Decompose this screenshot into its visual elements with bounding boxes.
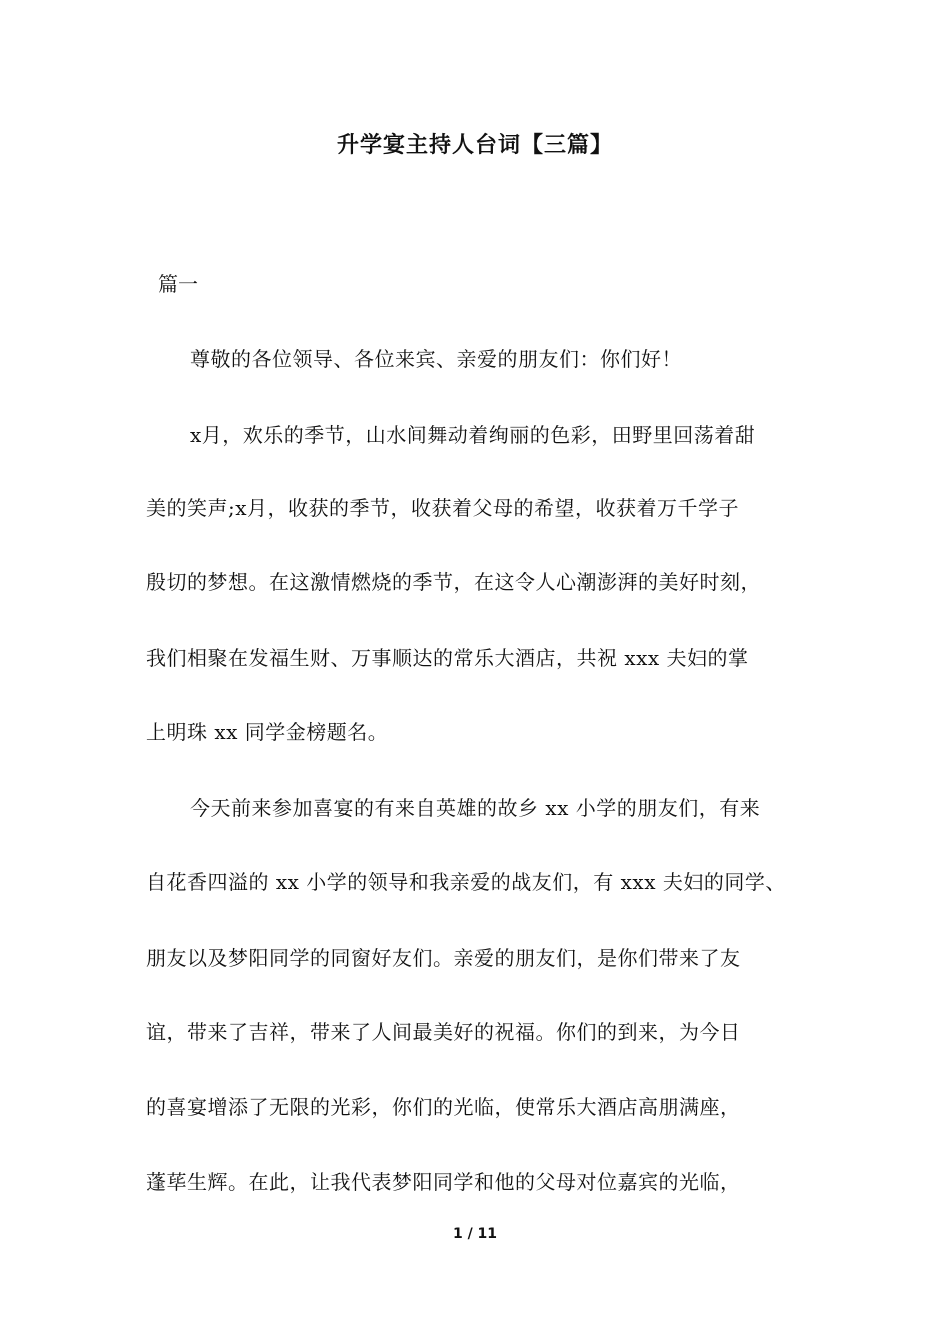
paragraph-line: 上明珠 xx 同学金榜题名。 [146, 720, 389, 744]
paragraph-line: 的喜宴增添了无限的光彩，你们的光临，使常乐大酒店高朋满座， [146, 1095, 741, 1119]
paragraph-line: 谊，带来了吉祥，带来了人间最美好的祝福。你们的到来，为今日 [146, 1020, 741, 1044]
paragraph-line: 自花香四溢的 xx 小学的领导和我亲爱的战友们，有 xxx 夫妇的同学、 [146, 870, 786, 894]
paragraph-line: 殷切的梦想。在这激情燃烧的季节，在这令人心潮澎湃的美好时刻， [146, 570, 761, 594]
paragraph-line: 尊敬的各位领导、各位来宾、亲爱的朋友们：你们好！ [190, 347, 682, 371]
paragraph-line: 蓬荜生辉。在此，让我代表梦阳同学和他的父母对位嘉宾的光临， [146, 1170, 741, 1194]
paragraph-line: 美的笑声;x月，收获的季节，收获着父母的希望，收获着万千学子 [146, 496, 740, 520]
paragraph-line: 今天前来参加喜宴的有来自英雄的故乡 xx 小学的朋友们，有来 [190, 796, 761, 820]
paragraph-line: 朋友以及梦阳同学的同窗好友们。亲爱的朋友们，是你们带来了友 [146, 946, 741, 970]
paragraph-line: x月，欢乐的季节，山水间舞动着绚丽的色彩，田野里回荡着甜 [190, 423, 756, 447]
section-label: 篇一 [158, 272, 198, 296]
page-number: 1 / 11 [452, 1226, 498, 1242]
document-title: 升学宴主持人台词【三篇】 [336, 133, 613, 158]
paragraph-line: 我们相聚在发福生财、万事顺达的常乐大酒店，共祝 xxx 夫妇的掌 [146, 646, 749, 670]
